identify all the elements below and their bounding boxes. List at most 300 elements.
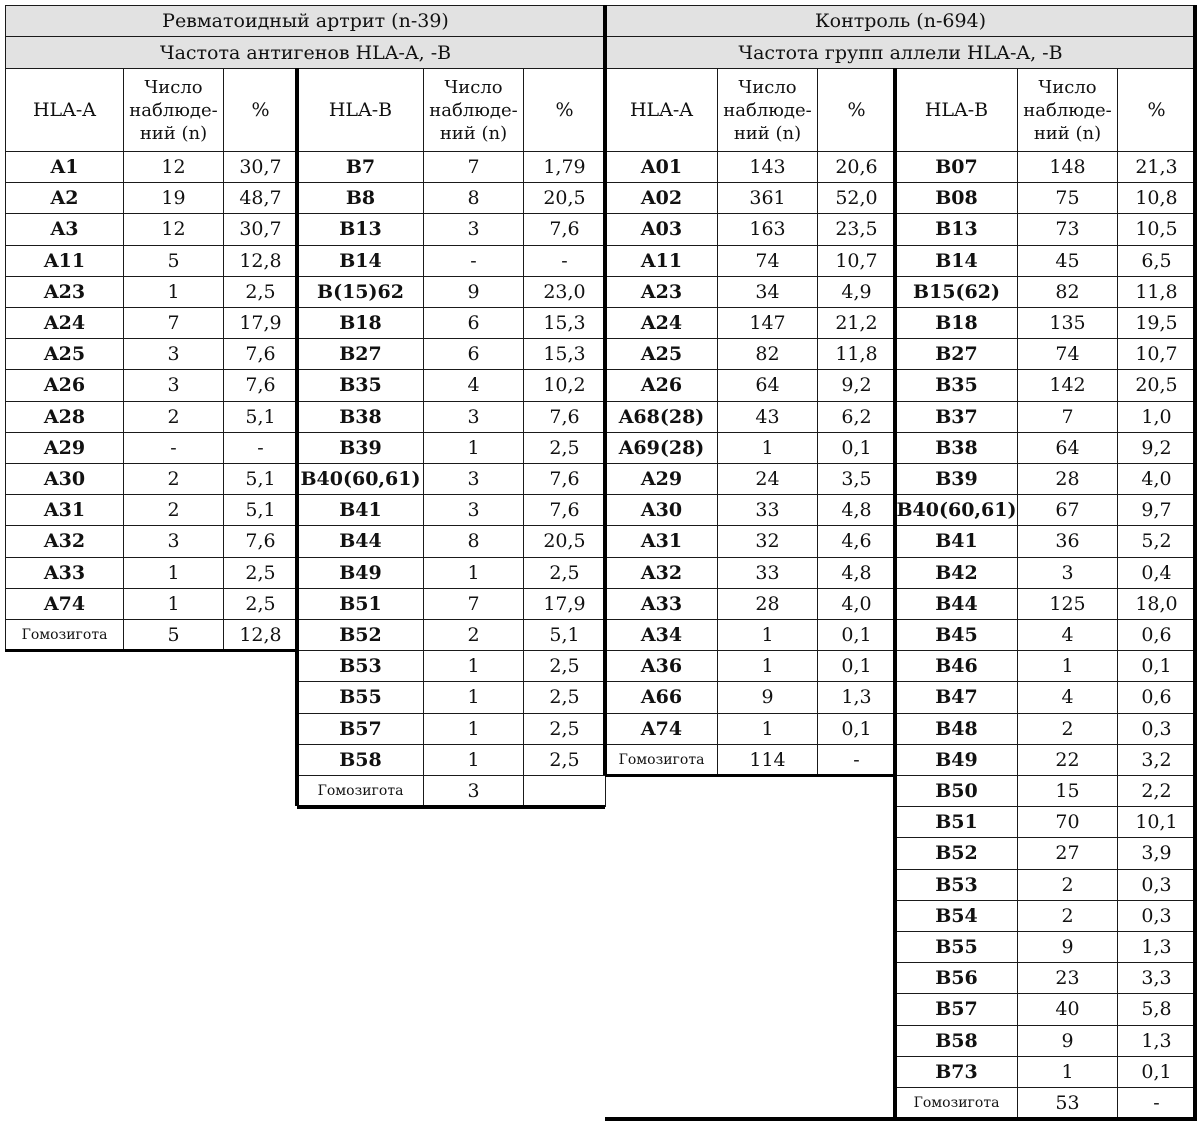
- count-cell: 143: [717, 151, 818, 183]
- allele-cell: B27: [297, 338, 424, 370]
- column-header-count-line: наблюде-: [723, 99, 812, 121]
- count-cell: 33: [717, 494, 818, 526]
- allele-cell: A30: [5, 463, 124, 495]
- percent-cell: 4,0: [1117, 463, 1196, 495]
- count-cell: 1: [423, 713, 524, 745]
- allele-cell: B51: [895, 806, 1018, 838]
- table-border: [297, 805, 605, 809]
- count-cell: 1: [123, 557, 224, 589]
- count-cell: 2: [1017, 900, 1118, 932]
- count-cell: 2: [123, 494, 224, 526]
- table-border: [605, 1117, 1197, 1121]
- count-cell: 148: [1017, 151, 1118, 183]
- column-header-count-line: Число: [144, 76, 203, 98]
- allele-cell: B38: [895, 432, 1018, 464]
- allele-cell: B47: [895, 681, 1018, 713]
- percent-cell: 9,2: [817, 369, 896, 401]
- count-cell: 142: [1017, 369, 1118, 401]
- count-cell: 3: [1017, 557, 1118, 589]
- allele-cell: A11: [5, 245, 124, 277]
- percent-cell: 7,6: [223, 338, 298, 370]
- percent-cell: 0,3: [1117, 713, 1196, 745]
- percent-cell: 0,1: [817, 619, 896, 651]
- count-cell: 3: [123, 338, 224, 370]
- count-cell: 45: [1017, 245, 1118, 277]
- column-header-count-line: ний (n): [439, 122, 508, 144]
- percent-cell: 4,0: [817, 588, 896, 620]
- allele-cell: A3: [5, 213, 124, 245]
- allele-cell: B39: [895, 463, 1018, 495]
- count-cell: 4: [423, 369, 524, 401]
- count-cell: 53: [1017, 1087, 1118, 1119]
- percent-cell: 10,7: [817, 245, 896, 277]
- percent-cell: 21,2: [817, 307, 896, 339]
- count-cell: 361: [717, 182, 818, 214]
- percent-cell: 20,5: [523, 525, 606, 557]
- column-header-count-line: наблюде-: [129, 99, 218, 121]
- percent-cell: 5,1: [223, 494, 298, 526]
- percent-cell: 5,8: [1117, 993, 1196, 1025]
- allele-cell: A69(28): [605, 432, 718, 464]
- count-cell: 1: [1017, 1056, 1118, 1088]
- percent-cell: 15,3: [523, 338, 606, 370]
- percent-cell: 1,79: [523, 151, 606, 183]
- allele-cell: B53: [297, 650, 424, 682]
- count-cell: 135: [1017, 307, 1118, 339]
- percent-cell: 10,8: [1117, 182, 1196, 214]
- percent-cell: 5,1: [223, 401, 298, 433]
- allele-cell: A02: [605, 182, 718, 214]
- percent-cell: 3,5: [817, 463, 896, 495]
- column-header-percent: %: [523, 68, 606, 152]
- percent-cell: 52,0: [817, 182, 896, 214]
- allele-cell: A66: [605, 681, 718, 713]
- allele-cell: B38: [297, 401, 424, 433]
- percent-cell: -: [817, 744, 896, 776]
- column-header-count: [423, 68, 524, 152]
- table-border: [1193, 5, 1197, 1118]
- count-cell: 3: [423, 494, 524, 526]
- allele-cell: B14: [895, 245, 1018, 277]
- percent-cell: -: [1117, 1087, 1196, 1119]
- percent-cell: 4,6: [817, 525, 896, 557]
- percent-cell: 23,0: [523, 276, 606, 308]
- allele-cell: B13: [895, 213, 1018, 245]
- allele-cell: B44: [895, 588, 1018, 620]
- allele-cell: A28: [5, 401, 124, 433]
- allele-cell: B8: [297, 182, 424, 214]
- count-cell: 28: [717, 588, 818, 620]
- allele-cell: B51: [297, 588, 424, 620]
- allele-cell: A30: [605, 494, 718, 526]
- count-cell: 74: [717, 245, 818, 277]
- allele-cell: Гомозигота: [297, 775, 424, 807]
- count-cell: 1: [717, 619, 818, 651]
- count-cell: 3: [423, 775, 524, 807]
- allele-cell: A31: [5, 494, 124, 526]
- count-cell: 4: [1017, 681, 1118, 713]
- column-header-allele: HLA-B: [895, 68, 1018, 152]
- column-header-count-line: наблюде-: [1023, 99, 1112, 121]
- allele-cell: B49: [895, 744, 1018, 776]
- column-header-count: [123, 68, 224, 152]
- percent-cell: 1,3: [1117, 931, 1196, 963]
- allele-cell: B58: [895, 1025, 1018, 1057]
- table-border: [295, 68, 299, 806]
- count-cell: 7: [1017, 401, 1118, 433]
- column-header-count-line: Число: [738, 76, 797, 98]
- percent-cell: 4,8: [817, 557, 896, 589]
- allele-cell: B52: [297, 619, 424, 651]
- percent-cell: 0,3: [1117, 900, 1196, 932]
- percent-cell: 21,3: [1117, 151, 1196, 183]
- percent-cell: 0,6: [1117, 681, 1196, 713]
- allele-cell: B37: [895, 401, 1018, 433]
- count-cell: 3: [423, 213, 524, 245]
- allele-cell: A24: [5, 307, 124, 339]
- count-cell: 82: [717, 338, 818, 370]
- count-cell: 2: [123, 401, 224, 433]
- allele-cell: B58: [297, 744, 424, 776]
- percent-cell: 11,8: [1117, 276, 1196, 308]
- allele-cell: B73: [895, 1056, 1018, 1088]
- percent-cell: 2,5: [223, 588, 298, 620]
- allele-cell: B18: [895, 307, 1018, 339]
- column-header-count-line: ний (n): [1033, 122, 1102, 144]
- column-header-count-line: ний (n): [733, 122, 802, 144]
- count-cell: 8: [423, 182, 524, 214]
- count-cell: 6: [423, 338, 524, 370]
- allele-cell: A68(28): [605, 401, 718, 433]
- allele-cell: A2: [5, 182, 124, 214]
- allele-cell: A01: [605, 151, 718, 183]
- table-border: [605, 774, 895, 777]
- allele-cell: B27: [895, 338, 1018, 370]
- column-header-count-line: ний (n): [139, 122, 208, 144]
- count-cell: 7: [423, 151, 524, 183]
- percent-cell: 15,3: [523, 307, 606, 339]
- percent-cell: 7,6: [523, 463, 606, 495]
- allele-cell: B53: [895, 869, 1018, 901]
- percent-cell: 19,5: [1117, 307, 1196, 339]
- allele-cell: Гомозигота: [895, 1087, 1018, 1119]
- column-header-count-line: Число: [1038, 76, 1097, 98]
- group-title-control: Контроль (n-694): [605, 5, 1196, 37]
- percent-cell: 3,2: [1117, 744, 1196, 776]
- percent-cell: 2,5: [523, 557, 606, 589]
- allele-cell: A34: [605, 619, 718, 651]
- percent-cell: 2,5: [223, 557, 298, 589]
- allele-cell: B56: [895, 962, 1018, 994]
- count-cell: 1: [717, 650, 818, 682]
- group-subtitle-ra: Частота антигенов HLA-A, -B: [5, 36, 606, 69]
- allele-cell: A24: [605, 307, 718, 339]
- allele-cell: A25: [605, 338, 718, 370]
- percent-cell: 0,1: [817, 713, 896, 745]
- percent-cell: 12,8: [223, 245, 298, 277]
- allele-cell: B07: [895, 151, 1018, 183]
- percent-cell: 11,8: [817, 338, 896, 370]
- percent-cell: 7,6: [523, 213, 606, 245]
- count-cell: 1: [423, 744, 524, 776]
- count-cell: 2: [123, 463, 224, 495]
- count-cell: 9: [717, 681, 818, 713]
- count-cell: 74: [1017, 338, 1118, 370]
- count-cell: 1: [1017, 650, 1118, 682]
- allele-cell: B44: [297, 525, 424, 557]
- percent-cell: 6,2: [817, 401, 896, 433]
- percent-cell: 7,6: [223, 525, 298, 557]
- percent-cell: 9,7: [1117, 494, 1196, 526]
- allele-cell: B40(60,61): [895, 494, 1018, 526]
- percent-cell: 0,1: [817, 432, 896, 464]
- column-header-percent: %: [817, 68, 896, 152]
- percent-cell: 30,7: [223, 213, 298, 245]
- count-cell: 125: [1017, 588, 1118, 620]
- percent-cell: 10,5: [1117, 213, 1196, 245]
- count-cell: 34: [717, 276, 818, 308]
- percent-cell: 0,6: [1117, 619, 1196, 651]
- allele-cell: A23: [5, 276, 124, 308]
- count-cell: 4: [1017, 619, 1118, 651]
- percent-cell: 4,8: [817, 494, 896, 526]
- allele-cell: A32: [5, 525, 124, 557]
- count-cell: 3: [423, 401, 524, 433]
- column-header-count-line: Число: [444, 76, 503, 98]
- allele-cell: A29: [605, 463, 718, 495]
- allele-cell: B41: [895, 525, 1018, 557]
- allele-cell: B13: [297, 213, 424, 245]
- percent-cell: 17,9: [523, 588, 606, 620]
- allele-cell: B57: [895, 993, 1018, 1025]
- percent-cell: 0,1: [1117, 1056, 1196, 1088]
- count-cell: 8: [423, 525, 524, 557]
- allele-cell: A11: [605, 245, 718, 277]
- table-border: [893, 68, 897, 1118]
- allele-cell: A29: [5, 432, 124, 464]
- allele-cell: B18: [297, 307, 424, 339]
- count-cell: 2: [423, 619, 524, 651]
- allele-cell: B50: [895, 775, 1018, 807]
- percent-cell: 2,5: [523, 432, 606, 464]
- percent-cell: 20,5: [523, 182, 606, 214]
- percent-cell: 0,4: [1117, 557, 1196, 589]
- allele-cell: B42: [895, 557, 1018, 589]
- allele-cell: B35: [297, 369, 424, 401]
- percent-cell: 2,5: [523, 681, 606, 713]
- allele-cell: B(15)62: [297, 276, 424, 308]
- allele-cell: A1: [5, 151, 124, 183]
- count-cell: 1: [717, 432, 818, 464]
- percent-cell: 7,6: [523, 401, 606, 433]
- allele-cell: A26: [5, 369, 124, 401]
- count-cell: 7: [123, 307, 224, 339]
- percent-cell: 3,3: [1117, 962, 1196, 994]
- percent-cell: 48,7: [223, 182, 298, 214]
- allele-cell: A74: [605, 713, 718, 745]
- allele-cell: B08: [895, 182, 1018, 214]
- column-header-count-line: наблюде-: [429, 99, 518, 121]
- percent-cell: 17,9: [223, 307, 298, 339]
- percent-cell: 18,0: [1117, 588, 1196, 620]
- count-cell: 12: [123, 213, 224, 245]
- count-cell: 1: [717, 713, 818, 745]
- count-cell: 22: [1017, 744, 1118, 776]
- allele-cell: A03: [605, 213, 718, 245]
- count-cell: 12: [123, 151, 224, 183]
- count-cell: 82: [1017, 276, 1118, 308]
- allele-cell: A33: [605, 588, 718, 620]
- group-title-ra: Ревматоидный артрит (n-39): [5, 5, 606, 37]
- percent-cell: 10,1: [1117, 806, 1196, 838]
- count-cell: 64: [1017, 432, 1118, 464]
- percent-cell: 20,6: [817, 151, 896, 183]
- count-cell: 33: [717, 557, 818, 589]
- percent-cell: [523, 775, 606, 807]
- allele-cell: B35: [895, 369, 1018, 401]
- percent-cell: 5,1: [223, 463, 298, 495]
- column-header-allele: HLA-A: [5, 68, 124, 152]
- allele-cell: Гомозигота: [605, 744, 718, 776]
- percent-cell: 2,5: [223, 276, 298, 308]
- count-cell: 67: [1017, 494, 1118, 526]
- table-border: [603, 5, 607, 775]
- column-header-percent: %: [1117, 68, 1196, 152]
- count-cell: 3: [123, 525, 224, 557]
- count-cell: 15: [1017, 775, 1118, 807]
- count-cell: 7: [423, 588, 524, 620]
- count-cell: 3: [123, 369, 224, 401]
- count-cell: -: [123, 432, 224, 464]
- allele-cell: B54: [895, 900, 1018, 932]
- percent-cell: 5,2: [1117, 525, 1196, 557]
- percent-cell: 2,5: [523, 650, 606, 682]
- percent-cell: 2,5: [523, 744, 606, 776]
- count-cell: 73: [1017, 213, 1118, 245]
- count-cell: -: [423, 245, 524, 277]
- allele-cell: B55: [297, 681, 424, 713]
- allele-cell: A74: [5, 588, 124, 620]
- allele-cell: B52: [895, 837, 1018, 869]
- count-cell: 9: [1017, 931, 1118, 963]
- allele-cell: B39: [297, 432, 424, 464]
- group-subtitle-control: Частота групп аллели HLA-A, -B: [605, 36, 1196, 69]
- count-cell: 2: [1017, 869, 1118, 901]
- column-header-allele: HLA-A: [605, 68, 718, 152]
- count-cell: 32: [717, 525, 818, 557]
- percent-cell: 5,1: [523, 619, 606, 651]
- count-cell: 75: [1017, 182, 1118, 214]
- allele-cell: A23: [605, 276, 718, 308]
- count-cell: 6: [423, 307, 524, 339]
- allele-cell: A36: [605, 650, 718, 682]
- count-cell: 64: [717, 369, 818, 401]
- percent-cell: 6,5: [1117, 245, 1196, 277]
- column-header-allele: HLA-B: [297, 68, 424, 152]
- allele-cell: B41: [297, 494, 424, 526]
- allele-cell: B49: [297, 557, 424, 589]
- count-cell: 70: [1017, 806, 1118, 838]
- count-cell: 40: [1017, 993, 1118, 1025]
- allele-cell: A26: [605, 369, 718, 401]
- count-cell: 2: [1017, 713, 1118, 745]
- count-cell: 9: [1017, 1025, 1118, 1057]
- count-cell: 28: [1017, 463, 1118, 495]
- allele-cell: A31: [605, 525, 718, 557]
- count-cell: 43: [717, 401, 818, 433]
- allele-cell: B48: [895, 713, 1018, 745]
- allele-cell: Гомозигота: [5, 619, 124, 651]
- allele-cell: B40(60,61): [297, 463, 424, 495]
- count-cell: 19: [123, 182, 224, 214]
- percent-cell: 7,6: [223, 369, 298, 401]
- count-cell: 27: [1017, 837, 1118, 869]
- allele-cell: A32: [605, 557, 718, 589]
- count-cell: 1: [123, 588, 224, 620]
- table-border: [5, 649, 297, 652]
- percent-cell: 10,7: [1117, 338, 1196, 370]
- column-header-count: [1017, 68, 1118, 152]
- count-cell: 114: [717, 744, 818, 776]
- count-cell: 1: [423, 650, 524, 682]
- count-cell: 5: [123, 619, 224, 651]
- percent-cell: 10,2: [523, 369, 606, 401]
- allele-cell: B15(62): [895, 276, 1018, 308]
- percent-cell: 1,0: [1117, 401, 1196, 433]
- percent-cell: 0,3: [1117, 869, 1196, 901]
- count-cell: 1: [423, 681, 524, 713]
- percent-cell: 1,3: [817, 681, 896, 713]
- percent-cell: -: [223, 432, 298, 464]
- count-cell: 36: [1017, 525, 1118, 557]
- percent-cell: 1,3: [1117, 1025, 1196, 1057]
- percent-cell: 30,7: [223, 151, 298, 183]
- allele-cell: B46: [895, 650, 1018, 682]
- percent-cell: 23,5: [817, 213, 896, 245]
- allele-cell: B7: [297, 151, 424, 183]
- percent-cell: 3,9: [1117, 837, 1196, 869]
- count-cell: 24: [717, 463, 818, 495]
- count-cell: 3: [423, 463, 524, 495]
- percent-cell: 9,2: [1117, 432, 1196, 464]
- allele-cell: B45: [895, 619, 1018, 651]
- percent-cell: 0,1: [817, 650, 896, 682]
- percent-cell: 0,1: [1117, 650, 1196, 682]
- percent-cell: 2,5: [523, 713, 606, 745]
- count-cell: 147: [717, 307, 818, 339]
- percent-cell: 20,5: [1117, 369, 1196, 401]
- allele-cell: B57: [297, 713, 424, 745]
- percent-cell: 7,6: [523, 494, 606, 526]
- count-cell: 1: [423, 432, 524, 464]
- count-cell: 9: [423, 276, 524, 308]
- count-cell: 5: [123, 245, 224, 277]
- count-cell: 163: [717, 213, 818, 245]
- percent-cell: -: [523, 245, 606, 277]
- percent-cell: 4,9: [817, 276, 896, 308]
- count-cell: 1: [123, 276, 224, 308]
- allele-cell: B55: [895, 931, 1018, 963]
- percent-cell: 2,2: [1117, 775, 1196, 807]
- column-header-percent: %: [223, 68, 298, 152]
- allele-cell: B14: [297, 245, 424, 277]
- percent-cell: 12,8: [223, 619, 298, 651]
- count-cell: 23: [1017, 962, 1118, 994]
- allele-cell: A33: [5, 557, 124, 589]
- count-cell: 1: [423, 557, 524, 589]
- allele-cell: A25: [5, 338, 124, 370]
- column-header-count: [717, 68, 818, 152]
